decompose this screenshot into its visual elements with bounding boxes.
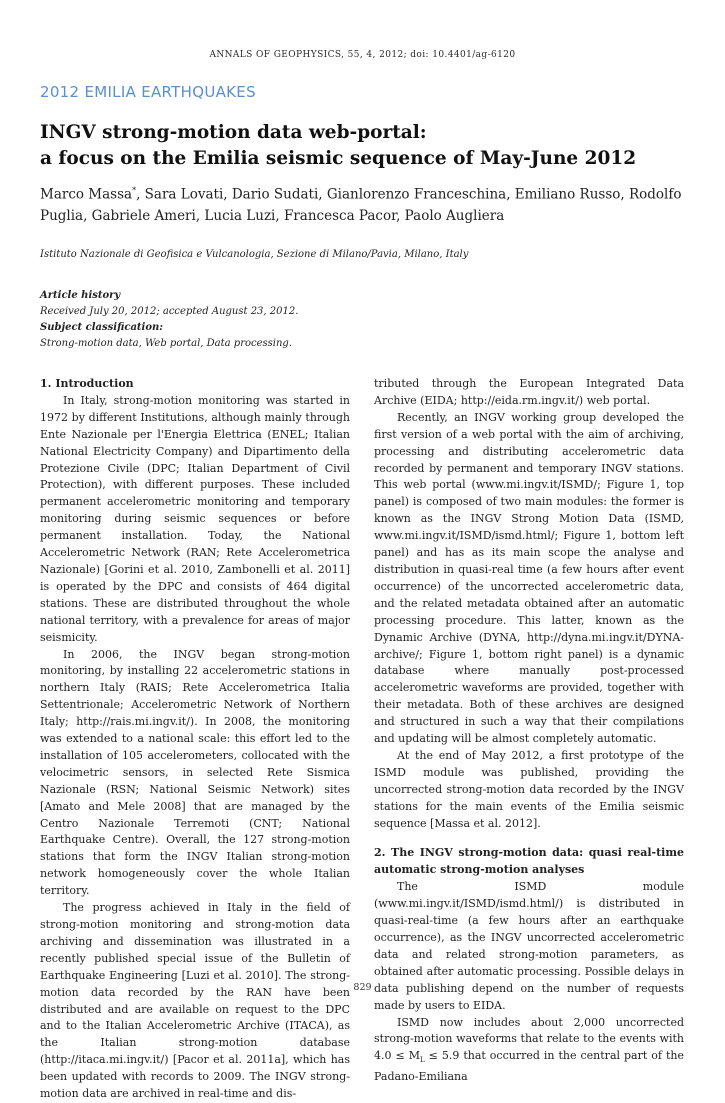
right-paragraph-2: At the end of May 2012, a first prototype of the ISMD module was published, providing the uncorrected strong-motion data recorded by the INGV stations for the main events of the Emilia seismic sequence [Massa et al. 2012]. <box>374 748 684 830</box>
history-dates: Received July 20, 2012; accepted August 23, 2012. <box>40 306 299 317</box>
section-tag: 2012 EMILIA EARTHQUAKES <box>40 83 256 101</box>
history-heading: Article history <box>40 290 121 301</box>
right-paragraph-4 <box>374 1015 684 1087</box>
right-paragraph-4-start: ISMD now includes about 2,000 uncorrected strong-motion waveforms that relate to the events with 4.0 ≤ M <box>374 1015 684 1063</box>
journal-header: ANNALS OF GEOPHYSICS, 55, 4, 2012; doi: 10.4401/ag-6120 <box>209 50 516 60</box>
section-gap <box>374 832 684 845</box>
right-paragraph-continued: tributed through the European Integrated Data Archive (EIDA; http://eida.rm.ingv.it/) web portal. <box>374 377 684 407</box>
corresponding-author-mark: * <box>132 186 137 195</box>
title-line-1: INGV strong-motion data web-portal: <box>40 122 427 143</box>
page-number: 829 <box>353 982 372 993</box>
title-line-2: a focus on the Emilia seismic sequence of May-June 2012 <box>40 148 637 169</box>
article-title <box>40 120 690 172</box>
article-history-block <box>40 288 440 352</box>
right-paragraph-3: The ISMD module (www.mi.ingv.it/ISMD/ismd.html/) is distributed in quasi-real-time (a few hours after an earthquake occurrence), as the INGV uncorrected accelerometric data and related strong-motion parameters, as obtained after automatic processing. Possible delays in data publishing depend on the number of requests made by users to EIDA. <box>374 880 684 1012</box>
affiliation: Istituto Nazionale di Geofisica e Vulcanologia, Sezione di Milano/Pavia, Milano, Italy <box>40 249 469 260</box>
right-column <box>374 376 684 1086</box>
left-column <box>40 376 350 1103</box>
left-paragraph-2: In 2006, the INGV began strong-motion monitoring, by installing 22 accelerometric stations in northern Italy (RAIS; Rete Accelerometrica Italia Settentrionale; Accelerometric Network of Northern Italy; http://rais.mi.ingv.it/). In 2008, the monitoring was extended to a national scale: this effort led to the installation of 105 accelerometers, collocated with the velocimetric sensors, in selected Rete Sismica Nazionale (RSN; National Seismic Network) sites [Amato and Mele 2008] that are managed by the Centro Nazionale Terremoti (CNT; National Earthquake Centre). Overall, the 127 strong-motion stations that form the INGV Italian strong-motion network homogeneously cover the whole Italian territory. <box>40 647 350 898</box>
classification-keywords: Strong-motion data, Web portal, Data processing. <box>40 338 292 349</box>
section-2-heading: 2. The INGV strong-motion data: quasi real-time automatic strong-motion analyses <box>374 846 684 877</box>
left-paragraph-1: In Italy, strong-motion monitoring was started in 1972 by different Institutions, although mainly through Ente Nazionale per l'Energia Elettrica (ENEL; Italian National Electricity Company) and Dipartimento della Protezione Civile (DPC; Italian Department of Civil Protection), with different purposes. These included permanent accelerometric monitoring and temporary monitoring during seismic sequences or before permanent installation. Today, the National Accelerometric Network (RAN; Rete Accelerometrica Nazionale) [Gorini et al. 2010, Zambonelli et al. 2011] is operated by the DPC and consists of 464 digital stations. These are distributed throughout the whole national territory, with a prevalence for areas of major seismicity. <box>40 393 350 644</box>
left-paragraph-3: The progress achieved in Italy in the field of strong-motion monitoring and strong-motion data archiving and dissemination was illustrated in a recently published special issue of the Bulletin of Earthquake Engineering [Luzi et al. 2010]. The strong-motion data recorded by the RAN have been distributed and are available on request to the DPC and to the Italian Accelerometric Archive (ITACA), as the Italian strong-motion database (http://itaca.mi.ingv.it/) [Pacor et al. 2011a], which has been updated with records to 2009. The INGV strong-motion data are archived in real-time and dis- <box>40 901 350 1101</box>
right-paragraph-4-end: ≤ 5.9 that occurred in the central part of the Padano-Emiliana <box>374 1049 684 1084</box>
author-list <box>40 180 690 227</box>
other-authors: , Sara Lovati, Dario Sudati, Gianlorenzo Franceschina, Emiliano Russo, Rodolfo Puglia, Gabriele Ameri, Lucia Luzi, Francesca Pacor, Paolo Augliera <box>40 186 682 224</box>
magnitude-subscript: L <box>419 1056 425 1065</box>
section-1-heading: 1. Introduction <box>40 377 134 390</box>
classification-heading: Subject classification: <box>40 322 163 333</box>
first-author: Marco Massa <box>40 186 133 203</box>
right-paragraph-1: Recently, an INGV working group developed the first version of a web portal with the aim of archiving, processing and distributing accelerometric data recorded by permanent and temporary INGV stations. This web portal (www.mi.ingv.it/ISMD/; Figure 1, top panel) is composed of two main modules: the former is known as the INGV Strong Motion Data (ISMD, www.mi.ingv.it/ISMD/ismd.html/; Figure 1, bottom left panel) and has as its main scope the analyse and distribution in quasi-real time (a few hours after event occurrence) of the uncorrected accelerometric data, and the related metadata obtained after an automatic processing procedure. This latter, known as the Dynamic Archive (DYNA, http://dyna.mi.ingv.it/DYNA-archive/; Figure 1, bottom right panel) is a dynamic database where manually post-processed accelerometric waveforms are provided, together with their metadata. Both of these archives are designed and structured in such a way that their compilations and updating will be almost completely automatic. <box>374 410 684 746</box>
